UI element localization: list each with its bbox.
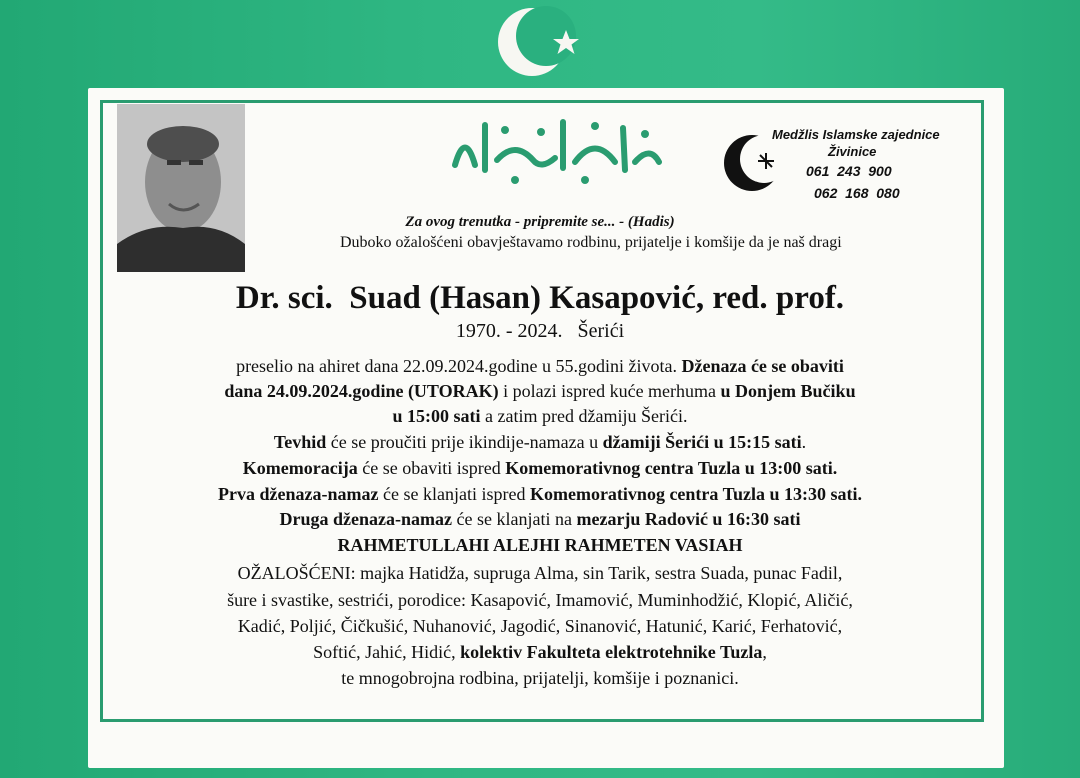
intro-text: Duboko ožalošćeni obavještavamo rodbinu, prijatelje i komšije da je naš dragi [340, 234, 842, 251]
commemoration-place-time: Komemorativnog centra Tuzla u 13:00 sati. [505, 458, 838, 478]
body-line-4 [100, 432, 980, 453]
second-prayer-text: će se klanjati na [456, 509, 572, 529]
body-line-5 [100, 458, 980, 479]
body-line-1 [100, 356, 980, 377]
mourners-families: Softić, Jahić, Hidić, [313, 642, 456, 662]
phone-2: 062 168 080 [814, 185, 900, 201]
funeral-time: u 15:00 sati [392, 406, 481, 426]
first-prayer-place-time: Komemorativnog centra Tuzla u 13:30 sati. [529, 484, 862, 504]
departure-text: i polazi ispred kuće merhuma [503, 381, 717, 401]
body-line-6 [100, 484, 980, 505]
funeral-date: dana 24.09.2024.godine (UTORAK) [224, 381, 499, 401]
faculty-collective: kolektiv Fakulteta elektrotehnike Tuzla [460, 642, 763, 662]
mourners-line-3: Kadić, Poljić, Čičkušić, Nuhanović, Jagodić, Sinanović, Hatunić, Karić, Ferhatović, [237, 616, 843, 636]
first-prayer-text: će se klanjati ispred [383, 484, 526, 504]
phone-1: 061 243 900 [806, 163, 892, 179]
commemoration-label: Komemoracija [242, 458, 358, 478]
medzlis-name: Medžlis Islamske zajednice [772, 127, 940, 142]
mourners-line-1: OŽALOŠĆENI: majka Hatidža, supruga Alma, sin Tarik, sestra Suada, punac Fadil, [237, 563, 843, 583]
body-line-3 [100, 406, 980, 427]
mourners-line-2: šure i svastike, sestrići, porodice: Kasapović, Imamović, Muminhodžić, Klopić, Aličić, [227, 590, 853, 610]
second-prayer-label: Druga dženaza-namaz [279, 509, 453, 529]
death-date-text: preselio na ahiret dana 22.09.2024.godine u 55.godini života. [236, 356, 677, 376]
rahmetullahi-line: RAHMETULLAHI ALEJHI RAHMETEN VASIAH [337, 535, 743, 555]
comma: , [762, 642, 767, 662]
tevhid-text: će se proučiti prije ikindije-namaza u [330, 432, 599, 452]
life-years: 1970. - 2024. Šerići [455, 320, 625, 342]
funeral-intro: Dženaza će se obaviti [681, 356, 844, 376]
crescent-star-icon [488, 4, 588, 80]
mourners-line-5: te mnogobrojna rodbina, prijatelji, komšije i poznanici. [341, 668, 739, 688]
second-prayer-place-time: mezarju Radović u 16:30 sati [576, 509, 801, 529]
tevhid-label: Tevhid [273, 432, 327, 452]
mosque-text: a zatim pred džamiju Šerići. [485, 406, 688, 426]
commemoration-text: će se obaviti ispred [362, 458, 501, 478]
first-prayer-label: Prva dženaza-namaz [218, 484, 379, 504]
departure-place: u Donjem Bučiku [720, 381, 856, 401]
medzlis-logo [722, 125, 972, 205]
medzlis-city: Živinice [828, 144, 877, 159]
body-line-2 [100, 381, 980, 402]
body-line-7 [100, 509, 980, 530]
tevhid-place-time: džamiji Šerići u 15:15 sati [602, 432, 802, 452]
deceased-name: Dr. sci. Suad (Hasan) Kasapović, red. prof. [235, 280, 845, 316]
deceased-photo [117, 104, 245, 272]
tevhid-period: . [801, 432, 807, 452]
arabic-calligraphy-icon [445, 110, 665, 190]
hadis-quote: Za ovog trenutka - pripremite se... - (Hadis) [405, 214, 675, 230]
mourners-line-4 [100, 642, 980, 663]
